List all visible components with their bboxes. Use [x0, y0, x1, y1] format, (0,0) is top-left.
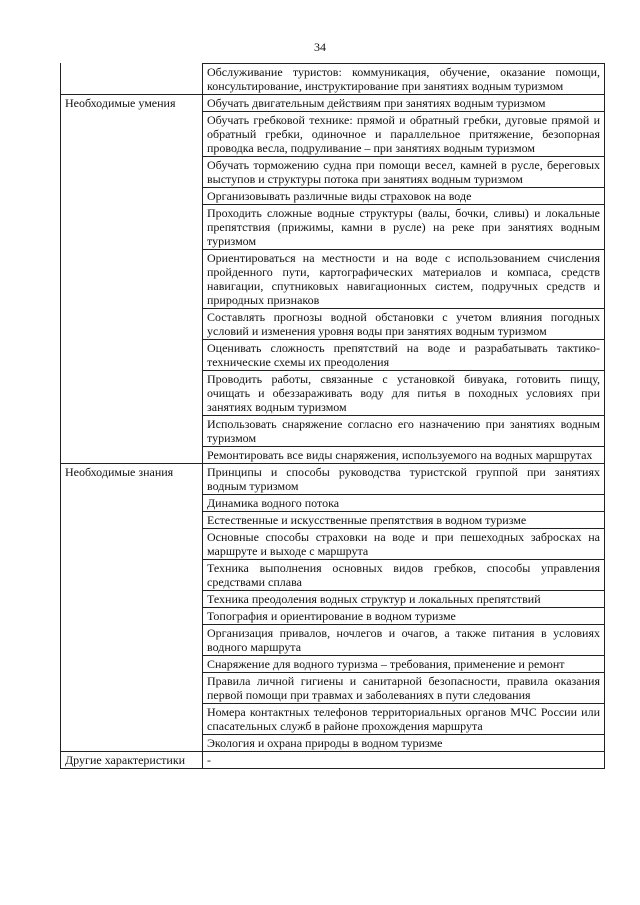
table-row: [61, 205, 605, 250]
row-text: Организовывать различные виды страховок на воде: [203, 188, 605, 205]
table-row: [61, 416, 605, 447]
row-text: Составлять прогнозы водной обстановки с учетом влияния погодных условий и изменения уровня воды при занятиях водным туризмом: [203, 309, 605, 340]
table-row: [61, 447, 605, 464]
requirements-table: [60, 63, 605, 769]
table-row: [61, 188, 605, 205]
row-label: [61, 112, 203, 157]
table-row: [61, 673, 605, 704]
row-label: [61, 560, 203, 591]
row-label: [61, 64, 203, 95]
table-row: [61, 560, 605, 591]
row-label: [61, 157, 203, 188]
table-row: [61, 656, 605, 673]
row-text: Правила личной гигиены и санитарной безопасности, правила оказания первой помощи при травмах и заболеваниях в пути следования: [203, 673, 605, 704]
row-text: Номера контактных телефонов территориальных органов МЧС России или спасательных служб в районе прохождения маршрута: [203, 704, 605, 735]
row-text: Обслуживание туристов: коммуникация, обучение, оказание помощи, консультирование, инструктирование при занятиях водным туризмом: [203, 64, 605, 95]
table-row: [61, 464, 605, 495]
row-label: [61, 416, 203, 447]
row-label: [61, 371, 203, 416]
row-label: [61, 205, 203, 250]
table-row: [61, 64, 605, 95]
row-label: [61, 447, 203, 464]
table-row: [61, 591, 605, 608]
table-row: [61, 340, 605, 371]
row-label: [61, 608, 203, 625]
table-row: [61, 371, 605, 416]
table-row: [61, 752, 605, 769]
table-row: [61, 735, 605, 752]
row-label: [61, 656, 203, 673]
row-text: Принципы и способы руководства туристской группой при занятиях водным туризмом: [203, 464, 605, 495]
table-row: [61, 529, 605, 560]
table-row: [61, 112, 605, 157]
row-text: Проводить работы, связанные с установкой бивуака, готовить пищу, очищать и обеззараживать воду для питья в походных условиях при занятиях водным туризмом: [203, 371, 605, 416]
row-label: [61, 495, 203, 512]
table-row: [61, 95, 605, 112]
row-label: [61, 704, 203, 735]
table-row: [61, 704, 605, 735]
row-text: Динамика водного потока: [203, 495, 605, 512]
row-text: Обучать торможению судна при помощи весел, камней в русле, береговых выступов и структуры потока при занятиях водным туризмом: [203, 157, 605, 188]
table-row: [61, 157, 605, 188]
table-row: [61, 625, 605, 656]
row-text: Техника выполнения основных видов гребков, способы управления средствами сплава: [203, 560, 605, 591]
table-row: [61, 512, 605, 529]
table-row: [61, 250, 605, 309]
row-text: Обучать гребковой технике: прямой и обратный гребки, дуговые прямой и обратный гребки, одиночное и параллельное притяжение, безопорная проводка весла, подруливание – при занятиях водным туризмом: [203, 112, 605, 157]
row-text: Топография и ориентирование в водном туризме: [203, 608, 605, 625]
row-label: [61, 591, 203, 608]
row-label: [61, 529, 203, 560]
row-text: Экология и охрана природы в водном туризме: [203, 735, 605, 752]
row-label: [61, 250, 203, 309]
row-text: Обучать двигательным действиям при занятиях водным туризмом: [203, 95, 605, 112]
row-text: Ориентироваться на местности и на воде с использованием счисления пройденного пути, картографических материалов и компаса, средств навигации, спутниковых навигационных систем, подручных средств и природных признаков: [203, 250, 605, 309]
row-label: [61, 309, 203, 340]
row-text: Проходить сложные водные структуры (валы, бочки, сливы) и локальные препятствия (прижимы, камни в русле) на реке при занятиях водным туризмом: [203, 205, 605, 250]
table-row: [61, 309, 605, 340]
row-text: Естественные и искусственные препятствия в водном туризме: [203, 512, 605, 529]
row-label: [61, 340, 203, 371]
row-text: Ремонтировать все виды снаряжения, используемого на водных маршрутах: [203, 447, 605, 464]
row-text: Основные способы страховки на воде и при пешеходных забросках на маршруте и выходе с маршрута: [203, 529, 605, 560]
row-label: [61, 673, 203, 704]
row-text: Оценивать сложность препятствий на воде и разрабатывать тактико-технические схемы их преодоления: [203, 340, 605, 371]
row-text: Снаряжение для водного туризма – требования, применение и ремонт: [203, 656, 605, 673]
table-row: [61, 608, 605, 625]
row-text: Техника преодоления водных структур и локальных препятствий: [203, 591, 605, 608]
row-label: Другие характеристики: [61, 752, 203, 769]
row-label: [61, 188, 203, 205]
row-text: -: [203, 752, 605, 769]
row-text: Организация привалов, ночлегов и очагов, а также питания в условиях водного маршрута: [203, 625, 605, 656]
row-label: Необходимые умения: [61, 95, 203, 112]
row-label: [61, 735, 203, 752]
row-label: Необходимые знания: [61, 464, 203, 495]
row-label: [61, 625, 203, 656]
row-label: [61, 512, 203, 529]
row-text: Использовать снаряжение согласно его назначению при занятиях водным туризмом: [203, 416, 605, 447]
table-row: [61, 495, 605, 512]
page-number: 34: [314, 40, 326, 54]
